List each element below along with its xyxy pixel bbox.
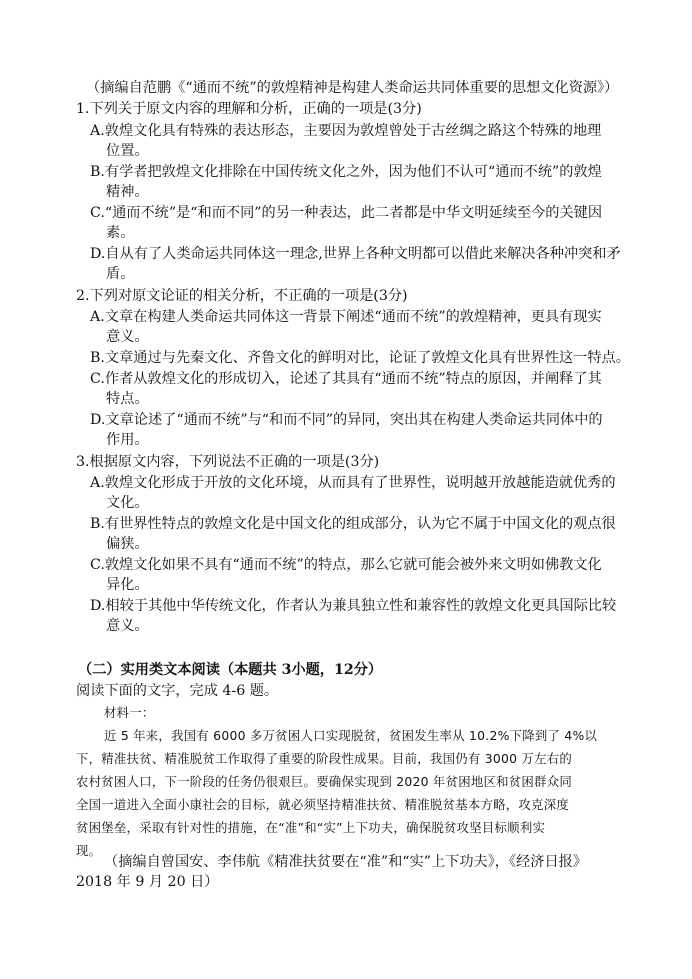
material-1-line-1: 近 5 年来，我国有 6000 多万贫困人口实现脱贫，贫困发生率从 10.2%下降到了 4%以: [104, 728, 598, 743]
question-2-option-d: D.文章论述了“通而不统”与“和而不同”的异同，突出其在构建人类命运共同体中的: [90, 412, 603, 428]
question-1-option-a-cont: 位置。: [106, 143, 149, 159]
question-1-option-b-cont: 精神。: [106, 184, 149, 200]
section-2-heading: （二）实用类文本阅读（本题共 3小题，12分）: [78, 662, 383, 678]
question-1-stem: 1.下列关于原文内容的理解和分析，正确的一项是(3分): [76, 101, 422, 117]
question-1-option-c-cont: 素。: [106, 225, 135, 241]
question-2-option-a-cont: 意义。: [106, 329, 149, 345]
material-1-label: 材料一：: [104, 705, 155, 720]
question-2-option-c-cont: 特点。: [106, 391, 149, 407]
question-3-option-b-cont: 偏狭。: [106, 536, 149, 552]
question-1-option-a: A.敦煌文化具有特殊的表达形态，主要因为敦煌曾处于古丝绸之路这个特殊的地理: [90, 123, 602, 139]
material-1-line-6: 现。: [76, 843, 102, 858]
source-citation-2: （摘编自曾国安、李伟航《精准扶贫要在“准”和“实”上下功夫》，《经济日报》: [104, 854, 588, 870]
material-1-line-2: 下，精准扶贫、精准脱贫工作取得了重要的阶段性成果。目前，我国仍有 3000 万左右的: [76, 751, 572, 766]
material-1-line-5: 贫困堡垒，采取有针对性的措施，在“准”和“实”上下功夫，确保脱贫攻坚目标顺利实: [76, 820, 546, 835]
source-citation-1: （摘编自范鹏《“通而不统”的敦煌精神是构建人类命运共同体重要的思想文化资源》）: [86, 80, 619, 96]
question-3-option-b: B.有世界性特点的敦煌文化是中国文化的组成部分，认为它不属于中国文化的观点很: [90, 516, 616, 532]
question-3-stem: 3.根据原文内容，下列说法不正确的一项是(3分): [76, 454, 380, 470]
section-2-instruction: 阅读下面的文字，完成 4-6 题。: [76, 683, 279, 699]
question-1-option-c: C.“通而不统”是“和而不同”的另一种表达，此二者都是中华文明延续至今的关键因: [90, 205, 603, 221]
question-1-option-d-cont: 盾。: [106, 266, 135, 282]
question-2-option-b: B.文章通过与先秦文化、齐鲁文化的鲜明对比，论证了敦煌文化具有世界性这一特点。: [90, 350, 630, 366]
question-3-option-d-cont: 意义。: [106, 618, 149, 634]
question-3-option-c-cont: 异化。: [106, 577, 149, 593]
question-3-option-a-cont: 文化。: [106, 495, 149, 511]
question-2-option-c: C.作者从敦煌文化的形成切入，论述了其具有“通而不统”特点的原因，并阐释了其: [90, 371, 602, 387]
question-1-option-d: D.自从有了人类命运共同体这一理念,世界上各种文明都可以借此来解决各种冲突和矛: [90, 246, 621, 262]
question-3-option-c: C.敦煌文化如果不具有“通而不统”的特点，那么它就可能会被外来文明如佛教文化: [90, 557, 602, 573]
question-3-option-a: A.敦煌文化形成于开放的文化环境，从而具有了世界性，说明越开放越能造就优秀的: [90, 475, 616, 491]
source-citation-2-cont: 2018 年 9 月 20 日）: [76, 874, 219, 890]
question-2-option-a: A.文章在构建人类命运共同体这一背景下阐述“通而不统”的敦煌精神，更具有现实: [90, 309, 602, 325]
question-2-stem: 2.下列对原文论证的相关分析，不正确的一项是(3分): [76, 288, 408, 304]
question-1-option-b: B.有学者把敦煌文化排除在中国传统文化之外，因为他们不认可“通而不统”的敦煌: [90, 164, 602, 180]
material-1-line-3: 农村贫困人口，下一阶段的任务仍很艰巨。要确保实现到 2020 年贫困地区和贫困群众同: [76, 774, 572, 789]
material-1-line-4: 全国一道进入全面小康社会的目标，就必须坚持精准扶贫、精准脱贫基本方略，攻克深度: [76, 797, 569, 812]
question-3-option-d: D.相较于其他中华传统文化，作者认为兼具独立性和兼容性的敦煌文化更具国际比较: [90, 598, 617, 614]
question-2-option-d-cont: 作用。: [106, 432, 149, 448]
